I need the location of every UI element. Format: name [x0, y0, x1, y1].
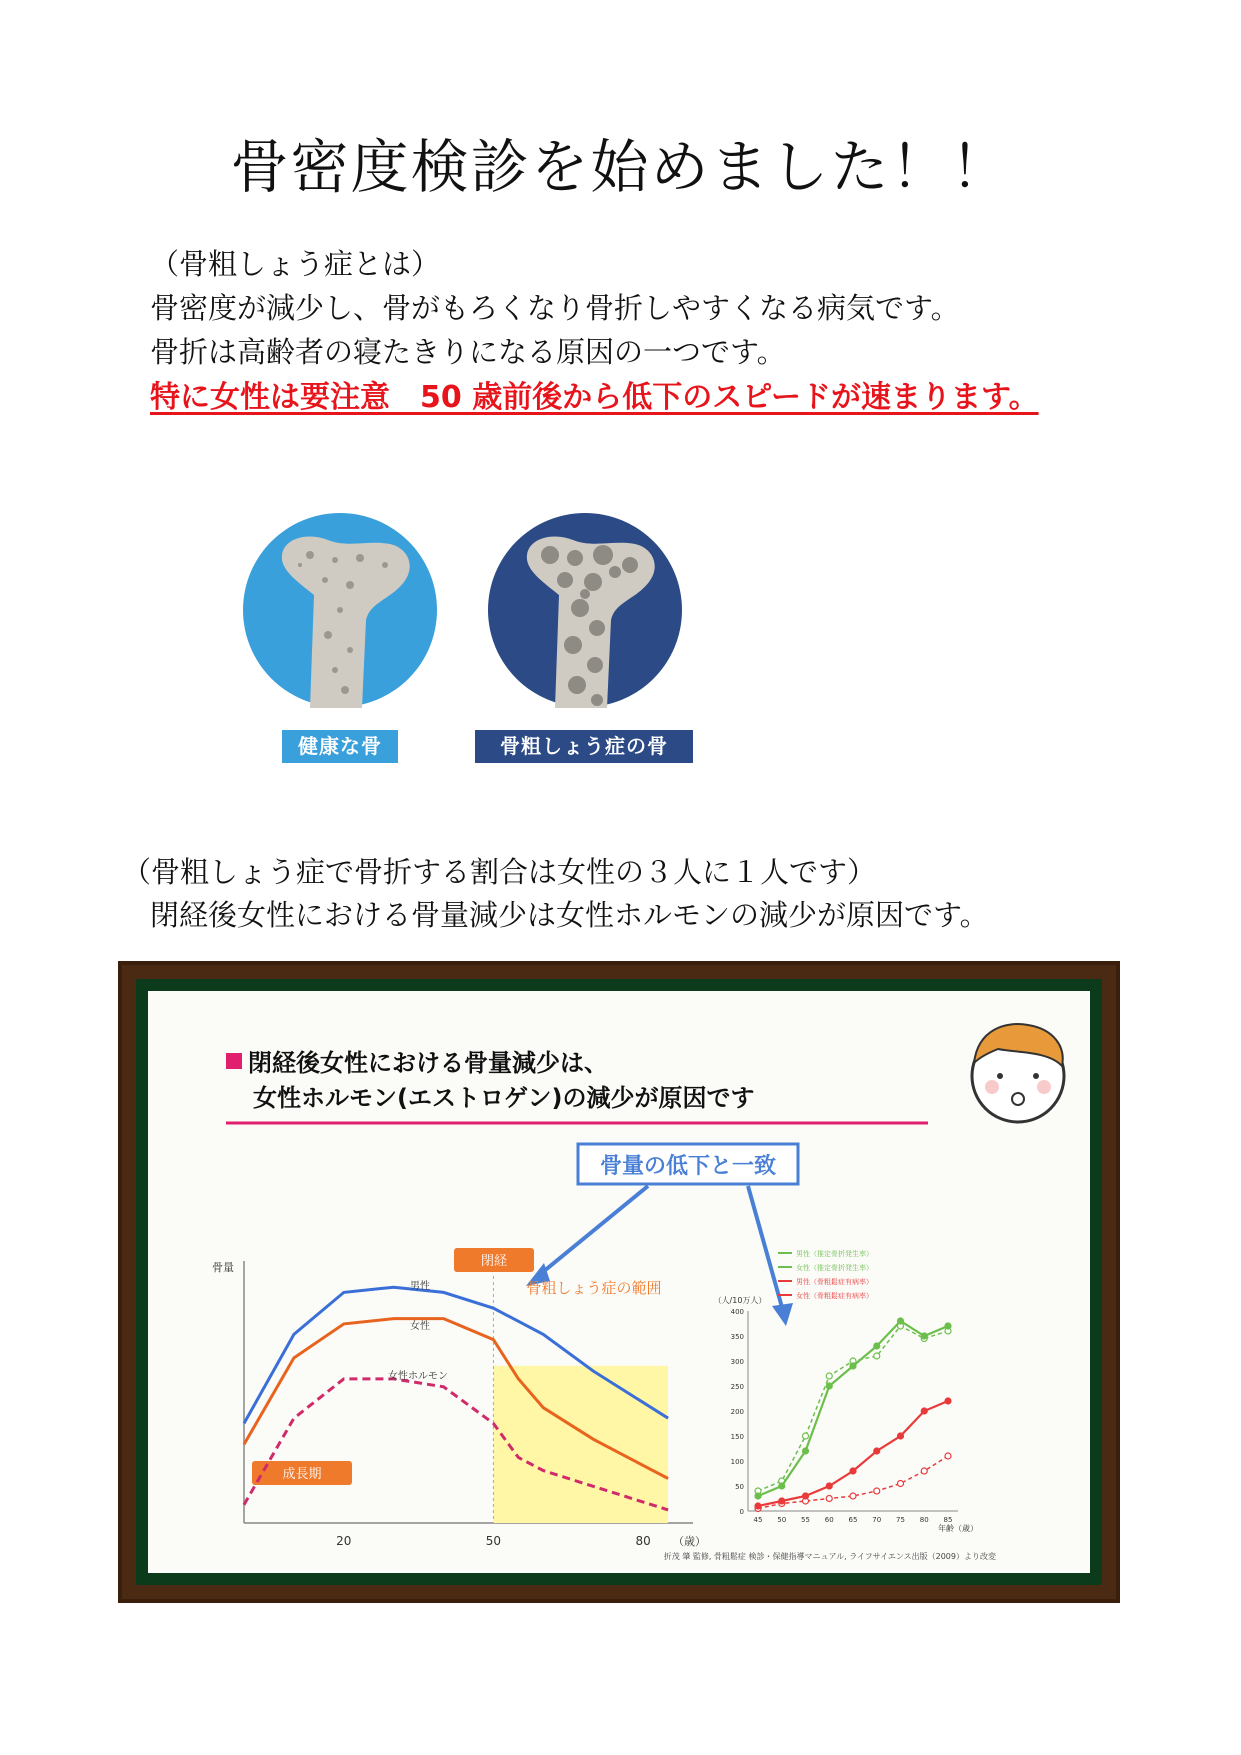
definition-line-2: 骨折は高齢者の寝たきりになる原因の一つです。	[150, 335, 786, 369]
growth-label: 成長期	[282, 1467, 322, 1482]
right-x-tick: 70	[872, 1516, 882, 1524]
right-y-tick: 200	[730, 1408, 744, 1416]
right-series-point	[779, 1498, 785, 1504]
right-y-tick: 50	[735, 1483, 744, 1491]
right-y-tick: 300	[730, 1358, 744, 1366]
right-x-tick: 55	[801, 1516, 810, 1524]
heading-marker	[226, 1053, 242, 1069]
right-series-point	[803, 1493, 809, 1499]
right-y-tick: 350	[730, 1333, 744, 1341]
right-series-point	[874, 1353, 880, 1359]
fracture-rate-chart	[714, 1249, 978, 1533]
right-x-tick: 75	[896, 1516, 905, 1524]
series-male-label: 男性	[410, 1281, 430, 1292]
osteoporosis-zone	[493, 1366, 668, 1523]
right-x-tick: 80	[919, 1516, 929, 1524]
right-series-point	[755, 1493, 761, 1499]
warning-text: 特に女性は要注意 50 歳前後から低下のスピードが速まります。	[150, 380, 1039, 415]
board-heading-1: 閉経後女性における骨量減少は、	[248, 1049, 608, 1077]
left-x-tick: 80	[635, 1534, 651, 1548]
chart-board	[118, 961, 1120, 1603]
right-y-tick: 100	[730, 1458, 744, 1466]
right-series-point	[898, 1433, 904, 1439]
right-series-point	[826, 1483, 832, 1489]
board-heading-2: 女性ホルモン(エストロゲン)の減少が原因です	[253, 1084, 755, 1112]
right-series-point	[874, 1448, 880, 1454]
right-y-label: （人/10万人）	[713, 1296, 767, 1305]
section2-line: 閉経後女性における骨量減少は女性ホルモンの減少が原因です。	[150, 898, 989, 932]
series-female-label: 女性	[410, 1321, 430, 1332]
osteo-zone-label: 骨粗しょう症の範囲	[526, 1279, 662, 1297]
right-series-point	[898, 1481, 904, 1487]
right-series-point	[850, 1468, 856, 1474]
callout-text: 骨量の低下と一致	[599, 1154, 777, 1179]
healthy-bone-label: 健康な骨	[282, 730, 398, 763]
right-series-point	[826, 1496, 832, 1502]
left-x-label: （歳）	[673, 1535, 707, 1548]
callout-arrowhead-right	[772, 1303, 793, 1326]
right-x-tick: 65	[848, 1516, 858, 1524]
right-y-tick: 250	[730, 1383, 744, 1391]
right-x-tick: 50	[777, 1516, 787, 1524]
source-citation: 折茂 肇 監修, 骨粗鬆症 検診・保健指導マニュアル, ライフサイエンス出版（2009）より改変	[663, 1552, 996, 1561]
right-series-point	[826, 1383, 832, 1389]
right-series-point	[945, 1453, 951, 1459]
right-series-point	[921, 1408, 927, 1414]
right-legend-label: 男性（推定骨折発生率）	[796, 1250, 873, 1258]
series-hormone-label: 女性ホルモン	[388, 1371, 448, 1382]
right-y-tick: 0	[739, 1508, 744, 1516]
right-series-point	[874, 1343, 880, 1349]
bone-mass-chart	[212, 1248, 706, 1548]
definition-heading: （骨粗しょう症とは）	[150, 247, 441, 281]
osteoporosis-bone-label: 骨粗しょう症の骨	[475, 730, 693, 763]
right-series-point	[850, 1493, 856, 1499]
left-y-label: 骨量	[212, 1261, 234, 1274]
right-series-point	[921, 1333, 927, 1339]
left-x-tick: 20	[336, 1534, 352, 1548]
right-series-point	[945, 1323, 951, 1329]
right-legend-label: 女性（推定骨折発生率）	[796, 1264, 873, 1272]
right-y-tick: 400	[730, 1308, 744, 1316]
left-x-tick: 50	[485, 1534, 502, 1548]
right-series-point	[945, 1398, 951, 1404]
right-legend-label: 女性（骨粗鬆症有病率）	[796, 1292, 873, 1300]
bone-density-chart	[148, 991, 1090, 1573]
callout-arrow-right	[748, 1186, 783, 1311]
face-illustration	[972, 1024, 1064, 1122]
callout-arrow-left	[538, 1186, 648, 1276]
right-series-point	[850, 1363, 856, 1369]
right-x-tick: 60	[824, 1516, 834, 1524]
right-series-point	[826, 1373, 832, 1379]
menopause-label: 閉経	[480, 1254, 508, 1269]
healthy-bone-illustration	[240, 510, 440, 710]
section2-heading: （骨粗しょう症で骨折する割合は女性の３人に１人です）	[122, 855, 877, 889]
right-x-label: 年齢（歳）	[938, 1524, 978, 1533]
right-x-tick: 45	[753, 1516, 763, 1524]
definition-line-1: 骨密度が減少し、骨がもろくなり骨折しやすくなる病気です。	[150, 291, 960, 325]
right-series-point	[779, 1483, 785, 1489]
osteoporosis-bone-illustration	[485, 510, 685, 710]
right-legend-label: 男性（骨粗鬆症有病率）	[796, 1278, 873, 1286]
right-series-line	[758, 1401, 948, 1506]
right-series-point	[921, 1468, 927, 1474]
page-title: 骨密度検診を始めました！！	[230, 133, 1011, 201]
right-series-point	[755, 1503, 761, 1509]
right-series-point	[803, 1433, 809, 1439]
right-series-point	[898, 1318, 904, 1324]
right-y-tick: 150	[730, 1433, 744, 1441]
right-series-line	[758, 1326, 948, 1491]
right-series-point	[803, 1448, 809, 1454]
right-x-tick: 85	[943, 1516, 953, 1524]
right-series-point	[874, 1488, 880, 1494]
